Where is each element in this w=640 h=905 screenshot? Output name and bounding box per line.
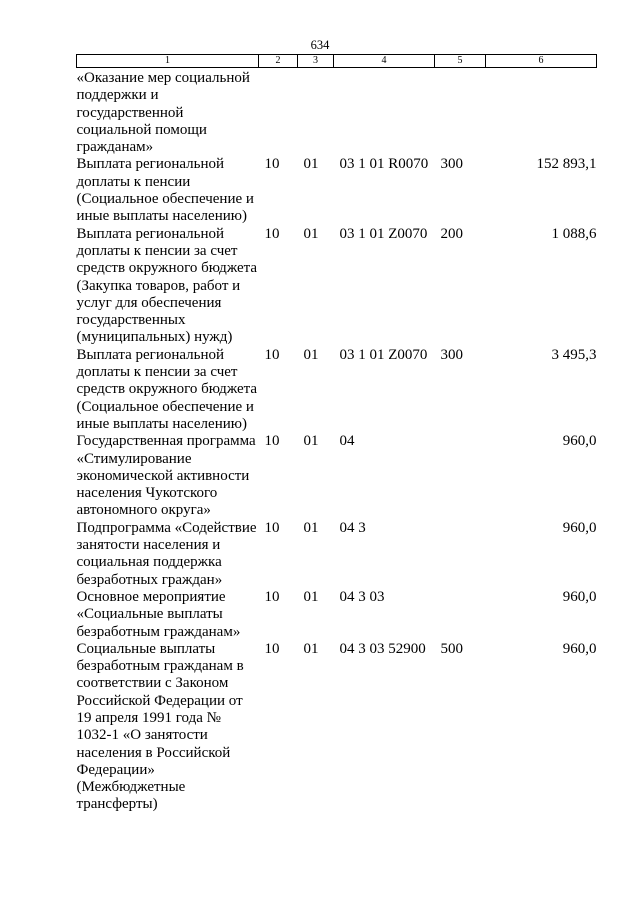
row-section: 10 (264, 519, 280, 536)
row-amount: 1 088,6 (551, 225, 597, 242)
column-header-4: 4 (334, 55, 435, 68)
row-name: «Оказание мер социальной поддержки и государственной социальной помощи гражданам» (76, 70, 250, 156)
row-name: Выплата региональной доплаты к пенсии за счет средств окружного бюджета (Закупка товаров, работ и услуг для обеспечения государственных (муниципальных) нужд) (76, 225, 258, 346)
row-subsection: 01 (303, 225, 319, 242)
header-row (77, 55, 597, 68)
row-target-article: 04 3 (339, 519, 366, 536)
row-section: 10 (264, 433, 280, 450)
column-header-1: 1 (77, 55, 259, 68)
row-name: Основное мероприятие «Социальные выплаты безработным гражданам» (76, 588, 241, 640)
row-name: Выплата региональной доплаты к пенсии (Социальное обеспечение и иные выплаты населению) (76, 156, 254, 225)
table-row (77, 68, 597, 157)
page-number: 634 (310, 38, 330, 52)
row-expense-type: 300 (440, 346, 463, 363)
column-header-2: 2 (259, 55, 298, 68)
table-row (77, 520, 597, 589)
row-amount: 960,0 (562, 640, 597, 657)
row-section: 10 (264, 225, 280, 242)
table-row (77, 589, 597, 641)
row-subsection: 01 (303, 640, 319, 657)
table-row (77, 156, 597, 225)
row-expense-type: 500 (440, 640, 463, 657)
row-subsection: 01 (303, 519, 319, 536)
row-amount: 960,0 (562, 588, 597, 605)
row-amount: 960,0 (562, 519, 597, 536)
row-section: 10 (264, 588, 280, 605)
row-target-article (334, 68, 435, 157)
column-header-3: 3 (298, 55, 334, 68)
row-amount: 3 495,3 (551, 346, 597, 363)
table-row (77, 433, 597, 519)
row-name: Государственная программа «Стимулирование экономической активности населения Чукотского автономного округа» (76, 433, 256, 519)
table-header (77, 55, 597, 68)
row-expense-type (435, 433, 486, 519)
row-subsection (298, 68, 334, 157)
column-header-6: 6 (486, 55, 597, 68)
row-target-article: 04 3 03 (339, 588, 385, 605)
table-row (77, 347, 597, 433)
row-expense-type: 200 (440, 225, 463, 242)
table-row (77, 641, 597, 814)
row-target-article: 03 1 01 R0070 (339, 156, 429, 173)
row-name: Выплата региональной доплаты к пенсии за счет средств окружного бюджета (Социальное обеспечение и иные выплаты населению) (76, 346, 258, 432)
row-target-article: 04 3 03 52900 (339, 640, 426, 657)
row-expense-type: 300 (440, 156, 463, 173)
row-amount (486, 68, 597, 157)
table-row (77, 226, 597, 347)
row-name: Подпрограмма «Содействие занятости населения и социальная поддержка безработных граждан» (76, 519, 257, 588)
row-section: 10 (264, 640, 280, 657)
budget-table (76, 54, 597, 814)
row-amount: 152 893,1 (536, 156, 597, 173)
row-target-article: 04 (339, 433, 355, 450)
row-target-article: 03 1 01 Z0070 (339, 346, 428, 363)
row-section: 10 (264, 346, 280, 363)
row-section: 10 (264, 156, 280, 173)
row-expense-type (435, 589, 486, 641)
row-subsection: 01 (303, 346, 319, 363)
row-expense-type (435, 520, 486, 589)
row-section (259, 68, 298, 157)
table-body (77, 68, 597, 814)
row-amount: 960,0 (562, 433, 597, 450)
row-target-article: 03 1 01 Z0070 (339, 225, 428, 242)
row-name: Социальные выплаты безработным гражданам в соответствии с Законом Российской Федерации от 19 апреля 1991 года № 1032-1 «О занятости населения в Российской Федерации» (Межбюджетные трансферты) (76, 640, 244, 813)
row-subsection: 01 (303, 433, 319, 450)
row-expense-type (435, 68, 486, 157)
row-subsection: 01 (303, 156, 319, 173)
column-header-5: 5 (435, 55, 486, 68)
row-subsection: 01 (303, 588, 319, 605)
